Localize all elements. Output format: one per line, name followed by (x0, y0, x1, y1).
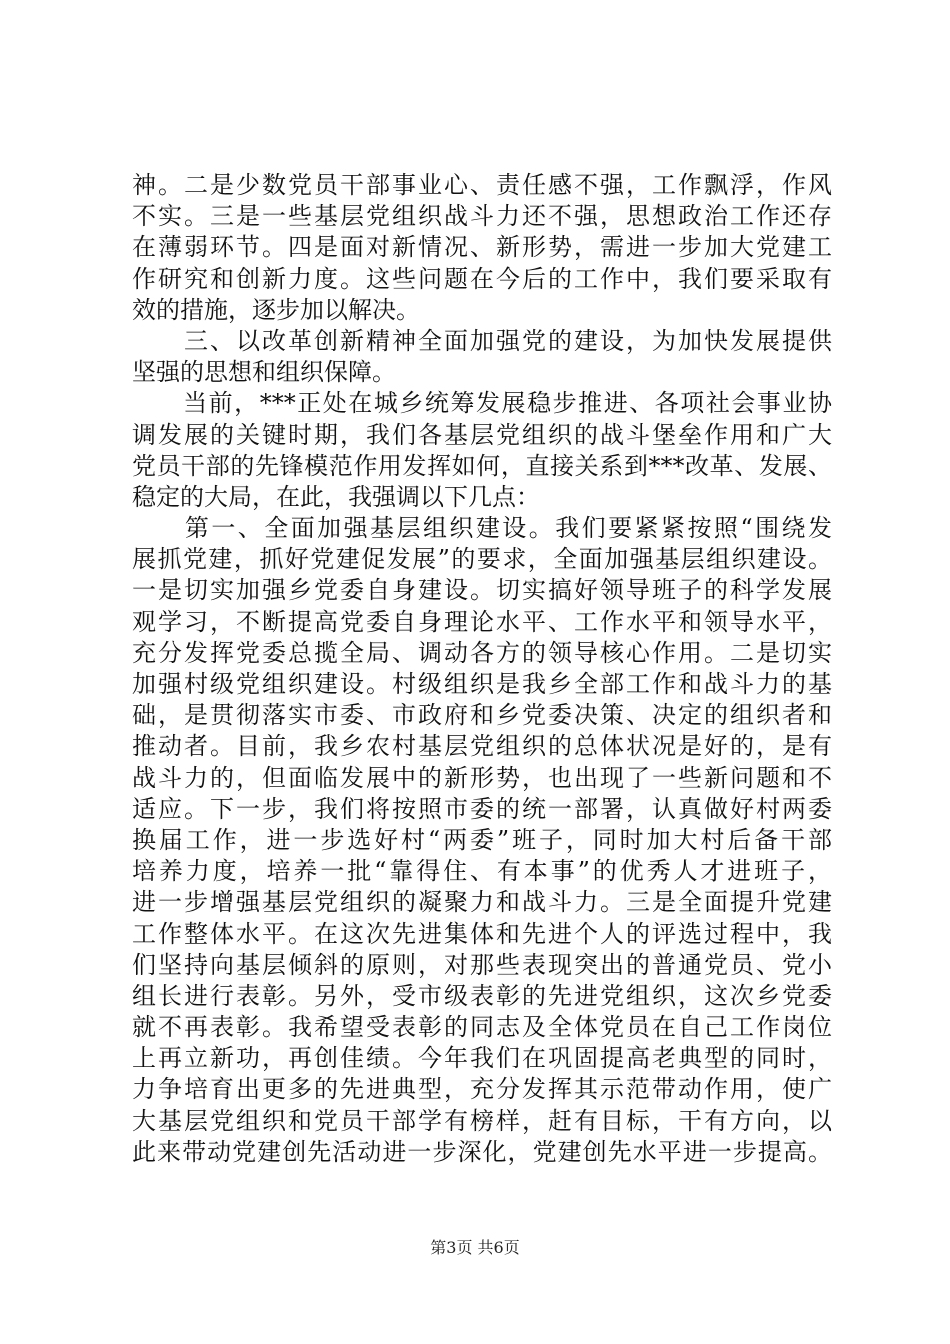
text-line: 组长进行表彰。另外，受市级表彰的先进党组织，这次乡党委 (132, 981, 832, 1010)
text-line: 稳定的大局，在此，我强调以下几点： (132, 482, 540, 511)
text-line: 力争培育出更多的先进典型，充分发挥其示范带动作用，使广 (132, 1075, 832, 1104)
text-line: 充分发挥党委总揽全局、调动各方的领导核心作用。二是切实 (132, 638, 832, 667)
text-line: 三、以改革创新精神全面加强党的建设，为加快发展提供 (132, 326, 832, 355)
document-body (132, 170, 832, 1168)
text-line: 础，是贯彻落实市委、市政府和乡党委决策、决定的组织者和 (132, 701, 832, 730)
text-line: 不实。三是一些基层党组织战斗力还不强，思想政治工作还存 (132, 202, 832, 231)
text-line: 大基层党组织和党员干部学有榜样，赶有目标，干有方向，以 (132, 1106, 832, 1135)
text-line: 展抓党建，抓好党建促发展”的要求，全面加强基层组织建设。 (132, 545, 832, 574)
text-line: 就不再表彰。我希望受表彰的同志及全体党员在自己工作岗位 (132, 1013, 832, 1042)
text-line: 上再立新功，再创佳绩。今年我们在巩固提高老典型的同时， (132, 1044, 832, 1073)
text-line: 在薄弱环节。四是面对新情况、新形势，需进一步加大党建工 (132, 233, 832, 262)
text-line: 坚强的思想和组织保障。 (132, 358, 396, 387)
text-line: 神。二是少数党员干部事业心、责任感不强，工作飘浮，作风 (132, 171, 832, 199)
text-line: 培养力度，培养一批“靠得住、有本事”的优秀人才进班子， (132, 857, 832, 886)
text-line: 换届工作，进一步选好村“两委”班子，同时加大村后备干部 (132, 825, 832, 854)
text-line: 第一、全面加强基层组织建设。我们要紧紧按照“围绕发 (132, 514, 832, 543)
text-line: 作研究和创新力度。这些问题在今后的工作中，我们要采取有 (132, 264, 832, 293)
text-line: 适应。下一步，我们将按照市委的统一部署，认真做好村两委 (132, 794, 832, 823)
text-line: 推动者。目前，我乡农村基层党组织的总体状况是好的，是有 (132, 732, 832, 761)
text-line: 们坚持向基层倾斜的原则，对那些表现突出的普通党员、党小 (132, 950, 832, 979)
text-line: 工作整体水平。在这次先进集体和先进个人的评选过程中，我 (132, 919, 832, 948)
text-line: 调发展的关键时期，我们各基层党组织的战斗堡垒作用和广大 (132, 420, 832, 449)
text-line: 一是切实加强乡党委自身建设。切实搞好领导班子的科学发展 (132, 576, 832, 605)
text-line: 进一步增强基层党组织的凝聚力和战斗力。三是全面提升党建 (132, 888, 832, 917)
text-line: 加强村级党组织建设。村级组织是我乡全部工作和战斗力的基 (132, 670, 832, 698)
text-line: 当前，***正处在城乡统筹发展稳步推进、各项社会事业协 (132, 389, 832, 418)
page-footer: 第3页 共6页 (430, 1238, 520, 1257)
text-line: 效的措施，逐步加以解决。 (132, 295, 420, 324)
text-line: 此来带动党建创先活动进一步深化，党建创先水平进一步提高。 (132, 1137, 832, 1166)
text-line: 观学习，不断提高党委自身理论水平、工作水平和领导水平， (132, 607, 832, 636)
text-line: 战斗力的，但面临发展中的新形势，也出现了一些新问题和不 (132, 763, 832, 792)
text-line: 党员干部的先锋模范作用发挥如何，直接关系到***改革、发展、 (132, 451, 832, 480)
